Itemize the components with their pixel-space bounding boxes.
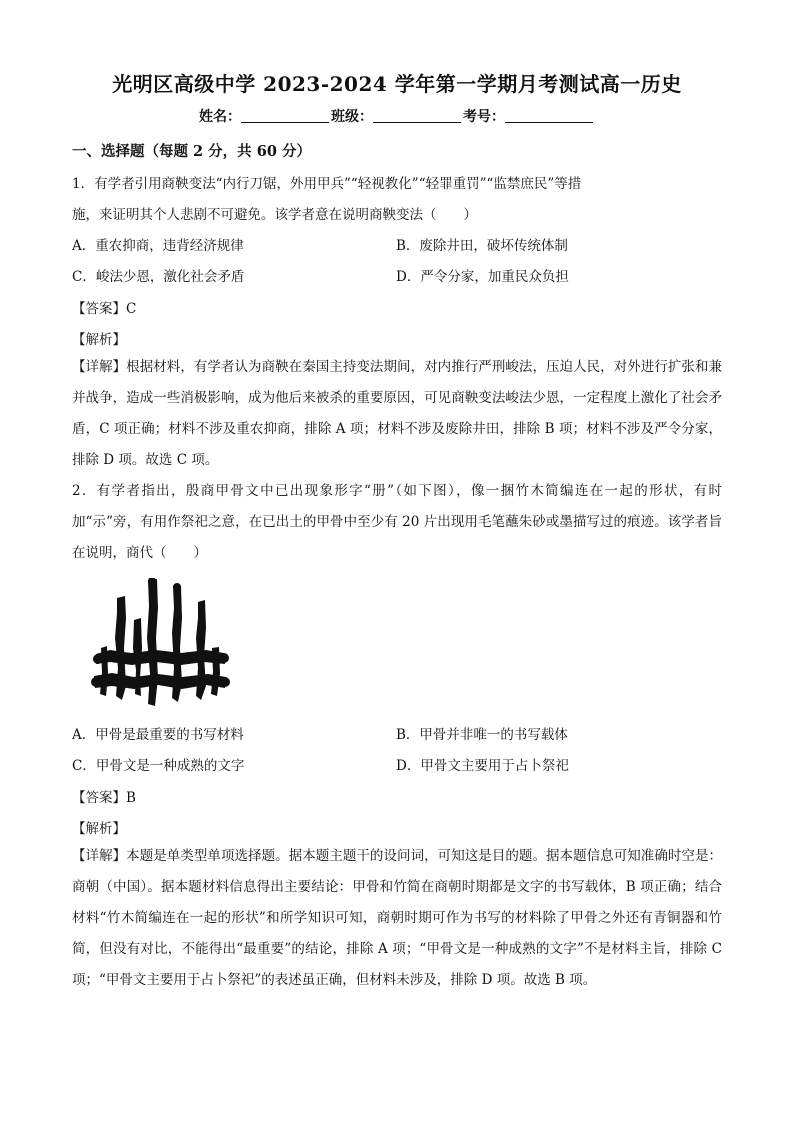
name-blank <box>241 108 329 123</box>
exam-no-label: 考号： <box>463 109 505 125</box>
q1-stem-line2: 施，来证明其个人悲剧不可避免。该学者意在说明商鞅变法（ ） <box>72 207 477 223</box>
exam-no-blank <box>505 108 593 123</box>
q2-option-d: D．甲骨文主要用于占卜祭祀 <box>396 758 569 774</box>
student-info-row <box>0 106 794 126</box>
detail-label: 【详解】 <box>72 359 127 375</box>
q1-option-c: C．峻法少恩，激化社会矛盾 <box>72 269 245 285</box>
q1-answer <box>72 297 136 317</box>
q2-answer <box>72 786 136 806</box>
q2-detail <box>72 841 722 996</box>
answer-label: 【答案】 <box>72 790 126 806</box>
q2-stem: 2．有学者指出，殷商甲骨文中已出现象形字“册”（如下图），像一捆竹木简编连在一起的形状，有时加“示”旁，有用作祭祀之意，在已出土的甲骨中至少有 20 片出现用毛笔蘸朱砂或墨描写过的痕迹。该学者旨在说明，商代（ ） <box>72 483 722 561</box>
oracle-bone-ce-character-image <box>86 578 231 714</box>
name-label: 姓名： <box>199 109 241 125</box>
q2-option-c: C．甲骨文是一种成熟的文字 <box>72 758 245 774</box>
answer-value: B <box>126 790 136 806</box>
q2-option-a: A．甲骨是最重要的书写材料 <box>72 727 244 743</box>
q1-stem-line1: 1．有学者引用商鞅变法“内行刀锯，外用甲兵”“轻视教化”“轻罪重罚”“监禁庶民”等措 <box>72 176 582 192</box>
class-blank <box>373 108 461 123</box>
q1-option-d: D．严令分家，加重民众负担 <box>396 269 569 285</box>
q1-detail <box>72 352 722 476</box>
detail-label: 【详解】 <box>72 848 127 864</box>
q1-analysis-label: 【解析】 <box>72 332 126 348</box>
q2-option-b: B．甲骨并非唯一的书写载体 <box>396 727 568 743</box>
q1-option-b: B．废除井田，破坏传统体制 <box>396 238 568 254</box>
detail-text: 本题是单类型单项选择题。据本题主题干的设问词，可知这是目的题。据本题信息可知准确时空是：商朝（中国）。据本题材料信息得出主要结论：甲骨和竹简在商朝时期都是文字的书写载体，B 项正确；结合材料“竹木简编连在一起的形状”和所学知识可知，商朝时期可作为书写的材料除了甲骨之外还有青铜器和竹简，但没有对比，不能得出“最重要”的结论，排除 A 项；“甲骨文是一种成熟的文字”不是材料主旨，排除 C 项；“甲骨文主要用于占卜祭祀”的表述虽正确，但材料未涉及，排除 D 项。故选 B 项。 <box>72 848 723 988</box>
q2-analysis-label: 【解析】 <box>72 821 126 837</box>
exam-title: 光明区高级中学 2023-2024 学年第一学期月考测试高一历史 <box>112 72 682 96</box>
q1-option-a: A．重农抑商，违背经济规律 <box>72 238 244 254</box>
class-label: 班级： <box>331 109 373 125</box>
answer-value: C <box>126 301 137 317</box>
section-title: 一、选择题（每题 2 分，共 60 分） <box>72 143 311 160</box>
detail-text: 根据材料，有学者认为商鞅在秦国主持变法期间，对内推行严刑峻法，压迫人民，对外进行扩张和兼并战争，造成一些消极影响，成为他后来被杀的重要原因，可见商鞅变法峻法少恩，一定程度上激化了社会矛盾，C 项正确；材料不涉及重农抑商，排除 A 项；材料不涉及废除井田，排除 B 项；材料不涉及严令分家，排除 D 项。故选 C 项。 <box>72 359 723 468</box>
answer-label: 【答案】 <box>72 301 126 317</box>
